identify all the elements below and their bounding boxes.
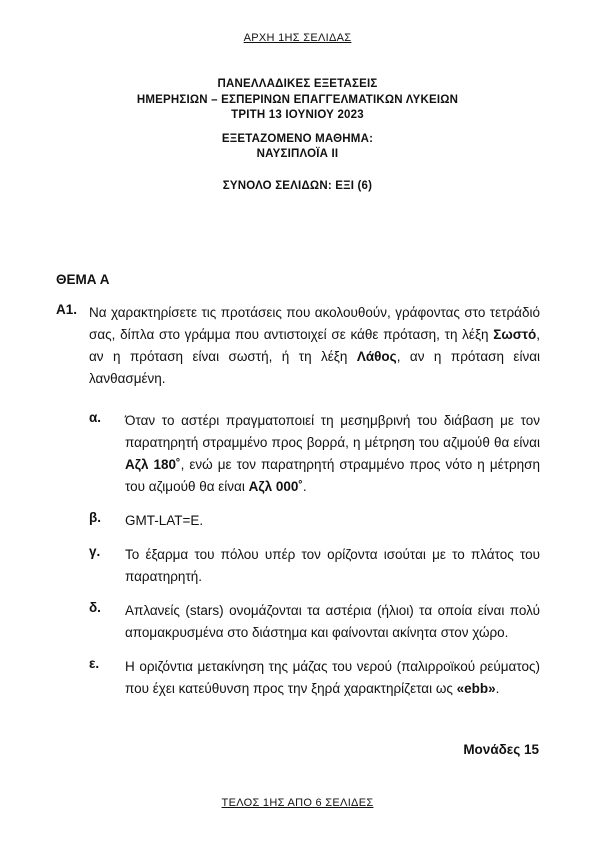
keyword-wrong: Λάθος <box>356 349 397 364</box>
statement-text: Όταν το αστέρι πραγματοποιεί τη μεσημβρινή του διάβαση με τον παρατηρητή στραμμένο προς βορρά, η μέτρηση του αζιμούθ θα είναι Αζλ 180˚, ενώ με τον παρατηρητή στραμμένο προς νότο η μέτρηση του αζιμούθ θα είναι Αζλ 000˚. <box>125 413 540 494</box>
total-pages: ΣΥΝΟΛΟ ΣΕΛΙΔΩΝ: ΕΞΙ (6) <box>222 180 373 192</box>
exam-title-line: ΠΑΝΕΛΛΑΔΙΚΕΣ ΕΞΕΤΑΣΕΙΣ <box>217 78 378 90</box>
question-label: Α1. <box>56 302 78 317</box>
statement-text: Το έξαρμα του πόλου υπέρ τον ορίζοντα ισούται με το πλάτος του παρατηρητή. <box>125 547 540 584</box>
statement-text: Απλανείς (stars) ονομάζονται τα αστέρια (ήλιοι) τα οποία είναι πολύ απομακρυσμένα στο διάστημα και φαίνονται ακίνητα στον χώρο. <box>125 603 540 640</box>
azimuth-value: Αζλ 180˚ <box>125 457 181 472</box>
exam-title-line: ΗΜΕΡΗΣΙΩΝ – ΕΣΠΕΡΙΝΩΝ ΕΠΑΓΓΕΛΜΑΤΙΚΩΝ ΛΥΚΕΙΩΝ <box>136 93 459 106</box>
statement-item <box>89 510 540 532</box>
statement-item <box>89 656 540 700</box>
statement-item <box>89 600 540 644</box>
instruction-text: , αν η πρόταση είναι σωστή, ή τη λέξη <box>89 327 540 364</box>
statement-text: Η οριζόντια μετακίνηση της μάζας του νερού (παλιρροϊκού ρεύματος) που έχει κατεύθυνση προς την ξηρά χαρακτηρίζεται ως «ebb». <box>125 659 540 696</box>
instruction-text: Να χαρακτηρίσετε τις προτάσεις που ακολουθούν, γράφοντας στο τετράδιό σας, δίπλα στο γράμμα που αντιστοιχεί σε κάθε πρόταση, τη λέξη <box>89 305 540 342</box>
section-title: ΘΕΜΑ Α <box>56 272 110 287</box>
ebb-term: «ebb» <box>456 681 496 696</box>
question-instructions <box>89 302 540 390</box>
statement-text: GMT-LAT=E. <box>125 513 204 528</box>
page-end-marker: ΤΕΛΟΣ 1ΗΣ ΑΠΟ 6 ΣΕΛΙΔΕΣ <box>221 797 374 809</box>
statement-label: δ. <box>89 600 101 615</box>
statement-item <box>89 410 540 498</box>
statement-item <box>89 544 540 588</box>
statement-label: γ. <box>89 544 101 559</box>
exam-date: ΤΡΙΤΗ 13 ΙΟΥΝΙΟΥ 2023 <box>231 109 364 121</box>
keyword-correct: Σωστό <box>493 327 537 342</box>
instruction-text: , αν η πρόταση είναι λανθασμένη. <box>89 349 540 386</box>
page-start-marker: ΑΡΧΗ 1ΗΣ ΣΕΛΙΔΑΣ <box>243 32 352 44</box>
exam-title-block <box>0 77 595 163</box>
subject-name: ΝΑΥΣΙΠΛΟΪΑ ΙΙ <box>256 148 339 160</box>
subject-heading: ΕΞΕΤΑΖΟΜΕΝΟ ΜΑΘΗΜΑ: <box>221 132 374 145</box>
statement-label: ε. <box>89 656 100 671</box>
question-a1 <box>56 302 540 390</box>
marks-value: Μονάδες 15 <box>463 742 539 757</box>
statement-list <box>89 410 540 712</box>
azimuth-value: Αζλ 000˚ <box>248 479 303 494</box>
statement-label: β. <box>89 510 101 525</box>
statement-label: α. <box>89 410 102 425</box>
